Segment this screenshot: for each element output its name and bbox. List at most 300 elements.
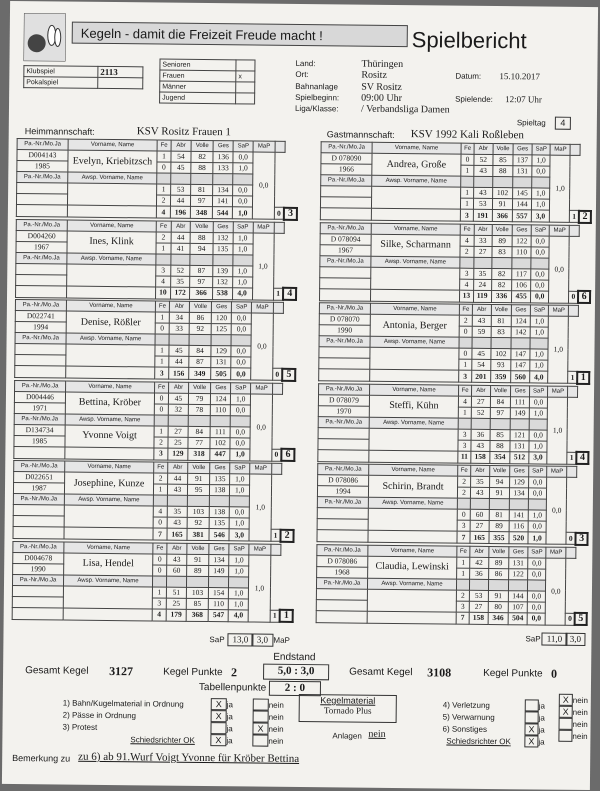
col-header-fe: Fe <box>155 381 169 392</box>
total-spacer <box>319 288 370 301</box>
empty-cell <box>211 335 231 346</box>
player-total: 3 <box>460 209 473 221</box>
lane-value: 3 <box>460 268 474 279</box>
lane-value: 1,0 <box>233 163 253 174</box>
col-header-ges: Ges <box>511 385 530 396</box>
lane-value: 83 <box>492 246 513 257</box>
lane-value: 91 <box>492 199 513 210</box>
lane-value: 1,0 <box>530 327 549 338</box>
player-name: Andrea, Große <box>372 153 461 176</box>
check-5b-nein-box[interactable]: X <box>559 706 573 718</box>
lane-value: 80 <box>488 601 509 612</box>
check-5c-ja-box[interactable]: X <box>524 723 538 735</box>
empty-cell <box>491 257 512 268</box>
pokalspiel-label: Pokalspiel <box>24 77 98 89</box>
lane-value: 2 <box>456 590 469 601</box>
player-name: Lisa, Hendel <box>64 553 153 576</box>
col-header-name: Vorname, Name <box>368 545 457 557</box>
col-header-pass: Pa.-Nr./Mo.Ja <box>319 383 370 395</box>
player-year: 1970 <box>318 405 369 417</box>
lane-value: 87 <box>189 356 212 367</box>
lane-value: 0 <box>459 348 472 359</box>
lane-value: 43 <box>471 440 490 451</box>
lane-value: 0,0 <box>527 568 546 579</box>
total-spacer <box>13 527 64 540</box>
lane-value: 1 <box>152 586 166 597</box>
player-rank: 6 <box>578 291 590 303</box>
lane-value: 81 <box>191 184 214 195</box>
substitute-name <box>371 186 460 209</box>
col-header-pts <box>570 144 580 155</box>
lane-value: 2 <box>154 473 168 484</box>
total-spacer <box>66 366 155 379</box>
check-3-nein: nein <box>268 724 284 734</box>
empty-cell <box>187 495 210 506</box>
player-pass: D004446 <box>14 391 65 403</box>
player-year: 1966 <box>321 164 372 176</box>
empty-cell <box>213 254 233 265</box>
lane-value: 43 <box>470 487 489 498</box>
col-header-pts <box>274 222 284 233</box>
lane-value: 41 <box>171 243 191 254</box>
substitute-name <box>371 267 460 290</box>
lane-value: 120 <box>212 313 232 324</box>
lane-value: 0,0 <box>531 246 550 257</box>
lane-value: 44 <box>170 195 190 206</box>
lane-value: 1 <box>155 312 169 323</box>
col-header-map: MaP <box>251 382 273 393</box>
player-map: 0 <box>569 291 579 303</box>
check-5c-nein-box[interactable] <box>559 718 573 730</box>
col-header-pass: Pa.-Nr./Mo.Ja <box>17 139 68 151</box>
lane-value: 1 <box>153 484 167 495</box>
cat-senioren: Senioren <box>160 59 236 71</box>
player-rank: 5 <box>283 368 296 380</box>
lane-value: 94 <box>489 476 510 487</box>
lane-value: 89 <box>492 235 513 246</box>
bowling-logo-icon <box>23 13 66 61</box>
substitute-year: 1985 <box>14 435 65 447</box>
lane-value: 0,0 <box>229 507 249 518</box>
substitute-name <box>368 508 457 531</box>
lane-value: 1 <box>461 187 474 198</box>
cat-frauen-mark: x <box>236 71 255 82</box>
empty-cell <box>512 257 531 268</box>
player-map: 1 <box>273 288 283 300</box>
lane-value: 45 <box>171 162 191 173</box>
check-1-nein: nein <box>268 700 284 710</box>
col-header-abr: Abr <box>169 301 189 312</box>
home-kegel-punkte: 2 <box>231 665 238 680</box>
lane-value: 91 <box>187 554 210 565</box>
col-header-fe: Fe <box>459 304 472 315</box>
total-spacer <box>12 607 63 620</box>
lane-value: 121 <box>510 429 529 440</box>
kegelmaterial-label: Kegelmaterial <box>320 695 376 706</box>
lane-value: 53 <box>171 184 191 195</box>
lane-value: 91 <box>187 473 210 484</box>
lane-value: 27 <box>474 246 492 257</box>
col-header-pass: Pa.-Nr./Mo.Ja <box>316 577 367 589</box>
lane-value: 52 <box>471 407 490 418</box>
check-5a-ja-box[interactable] <box>525 699 539 711</box>
col-header-pass: Pa.-Nr./Mo.Ja <box>321 142 372 154</box>
col-header-volle: Volle <box>493 144 514 155</box>
player-total: 557 <box>513 210 532 222</box>
empty-cell <box>471 418 490 429</box>
col-header-pass: Pa.-Nr./Mo.Ja <box>317 497 368 509</box>
lane-value: 147 <box>511 360 530 371</box>
substitute-name: Yvonne Voigt <box>65 425 154 448</box>
col-header-map: MaP <box>550 144 570 155</box>
check-3-nein-box[interactable]: X <box>252 723 268 735</box>
check-ref-ja-box[interactable]: X <box>524 735 538 747</box>
lane-value: 1 <box>461 165 474 176</box>
lane-value: 116 <box>509 521 528 532</box>
player-map-sum: 0,0 <box>251 313 273 380</box>
col-header-sap: SaP <box>531 224 550 235</box>
lane-value: 132 <box>213 232 233 243</box>
player-name: Denise, Rößler <box>66 311 155 334</box>
col-header-pts <box>566 547 576 558</box>
player-year: 1994 <box>15 322 66 334</box>
lane-value: 91 <box>489 487 510 498</box>
check-5b-ja-box[interactable] <box>525 711 539 723</box>
col-header-ges: Ges <box>509 546 528 557</box>
empty-cell <box>210 496 230 507</box>
home-gesamt-kegel: 3127 <box>109 664 134 679</box>
lane-value: 32 <box>168 404 188 415</box>
col-header-abr: Abr <box>474 143 493 154</box>
lane-value: 133 <box>213 163 233 174</box>
lane-value: 0 <box>153 564 167 575</box>
check-4-ja: ja <box>226 736 233 746</box>
lane-value: 2 <box>457 487 470 498</box>
lane-value: 1 <box>154 425 168 436</box>
check-ref-label: Schiedsrichter OK <box>446 736 511 747</box>
total-spacer <box>317 530 368 543</box>
check-2-label: 2) Pässe in Ordnung <box>62 710 137 721</box>
home-map-total: 3,0 <box>251 634 273 647</box>
lane-value: 82 <box>491 279 512 290</box>
guest-team: KSV 1992 Kali Roßleben <box>410 128 524 142</box>
player-total: 3,0 <box>531 210 550 222</box>
lane-value: 0,0 <box>530 279 549 290</box>
remark-label: Bemerkung zu <box>12 753 71 764</box>
col-header-fe: Fe <box>458 465 471 476</box>
col-header-sap: SaP <box>528 466 547 477</box>
player-year: 1987 <box>13 483 64 495</box>
player-pass: D 078086 <box>317 555 368 567</box>
player-total: 538 <box>212 287 232 299</box>
lane-value: 27 <box>471 396 490 407</box>
remark-value: zu 6) ab 91.Wurf Voigt Yvonne für Kröber Bettina <box>78 750 300 766</box>
player-map-sum: 0,0 <box>250 393 272 460</box>
col-header-ges: Ges <box>213 221 233 232</box>
home-sap-total: 13,0 <box>227 633 253 646</box>
col-header-abr: Abr <box>169 382 189 393</box>
lane-value: 0,0 <box>527 557 546 568</box>
total-spacer <box>16 205 67 218</box>
lane-value: 1,0 <box>528 510 547 521</box>
check-ref-nein: nein <box>572 731 588 742</box>
check-5a-nein-box[interactable]: X <box>559 694 573 706</box>
col-header-pts <box>570 225 580 236</box>
check-4-nein-box[interactable] <box>252 735 268 747</box>
lane-value: 87 <box>190 265 212 276</box>
lane-value: 142 <box>511 327 530 338</box>
player-year: 1971 <box>14 402 65 414</box>
empty-cell <box>213 174 233 185</box>
player-map: 1 <box>568 371 578 383</box>
col-header-pass: Pa.-Nr./Mo.Ja <box>14 461 65 473</box>
lane-value: 34 <box>169 312 189 323</box>
check-ref-ja: ja <box>538 737 545 747</box>
lane-value: 1,0 <box>531 188 550 199</box>
empty-cell <box>188 415 211 426</box>
col-header-abr: Abr <box>470 546 489 557</box>
empty-cell <box>458 418 471 429</box>
lane-value: 138 <box>210 485 230 496</box>
lane-value: 110 <box>512 246 531 257</box>
lane-value: 4 <box>458 396 471 407</box>
total-spacer <box>316 610 367 623</box>
col-header-pts <box>271 544 281 555</box>
player-map-sum: 0,0 <box>546 558 567 625</box>
substitute-year <box>319 358 370 370</box>
empty-cell <box>511 418 530 429</box>
empty-cell <box>529 418 548 429</box>
player-rank: 1 <box>577 371 589 383</box>
col-header-pts <box>273 302 283 313</box>
home-map-label: MaP <box>273 635 290 645</box>
col-header-fe: Fe <box>460 224 474 235</box>
total-spacer <box>369 450 458 463</box>
empty-cell <box>230 415 250 426</box>
bahn-value: SV Rositz <box>361 81 402 94</box>
check-5a-label: 4) Verletzung <box>442 700 490 711</box>
lane-value: 134 <box>209 554 229 565</box>
empty-cell <box>460 257 474 268</box>
empty-cell <box>527 579 546 590</box>
home-kp-label: Kegel Punkte <box>163 666 223 679</box>
total-spacer <box>319 369 370 382</box>
empty-cell <box>488 579 509 590</box>
col-header-volle: Volle <box>191 140 214 151</box>
player-total: 4,0 <box>529 371 548 383</box>
lane-value: 149 <box>511 407 530 418</box>
player-map-sum: 1,0 <box>550 155 571 222</box>
substitute-pass <box>15 344 66 356</box>
lane-value: 3 <box>156 264 171 275</box>
lane-value: 111 <box>511 396 530 407</box>
cat-frauen: Frauen <box>160 70 236 82</box>
lane-value: 103 <box>187 506 210 517</box>
col-header-fe: Fe <box>154 462 168 473</box>
check-ref-nein-box[interactable] <box>558 730 572 742</box>
check-2-ja-box[interactable]: X <box>211 710 227 722</box>
empty-cell <box>154 414 168 425</box>
col-header-pass: Pa.-Nr./Mo.Ja <box>13 541 64 553</box>
check-1-ja-box[interactable]: X <box>211 698 227 710</box>
anlagen-value: nein <box>368 728 386 740</box>
substitute-name <box>64 505 153 528</box>
col-header-substitute: Awsp. Vorname, Name <box>371 256 460 268</box>
endstand-value: 5,0 : 3,0 <box>263 664 329 681</box>
lane-value: 0,0 <box>532 166 551 177</box>
player-map: 0 <box>272 449 282 461</box>
substitute-pass: D134734 <box>14 424 65 436</box>
lane-value: 2 <box>156 195 170 206</box>
empty-cell <box>231 335 251 346</box>
home-gesamt-label: Gesamt Kegel <box>25 665 89 677</box>
empty-cell <box>169 334 189 345</box>
check-1-nein-box[interactable] <box>253 699 269 711</box>
lane-value: 78 <box>188 404 211 415</box>
player-name: Josephine, Kunze <box>64 472 153 495</box>
col-header-name: Vorname, Name <box>372 142 461 154</box>
check-5a-ja: ja <box>538 701 546 711</box>
player-total: 3 <box>459 370 472 382</box>
player-total: 158 <box>469 612 488 624</box>
home-team: KSV Rositz Frauen 1 <box>136 125 232 139</box>
lane-value: 88 <box>492 166 513 177</box>
lane-value: 1 <box>157 151 171 162</box>
player-name: Claudia, Lewinski <box>368 556 457 579</box>
lane-value: 82 <box>491 268 512 279</box>
col-header-volle: Volle <box>492 224 513 235</box>
empty-cell <box>191 173 214 184</box>
player-map: 0 <box>272 368 282 380</box>
check-1-ja: ja <box>226 700 234 710</box>
home-players <box>12 138 299 624</box>
player-map: 1 <box>271 529 281 541</box>
lane-value: 1 <box>157 184 171 195</box>
lane-value: 88 <box>490 440 511 451</box>
substitute-year <box>318 438 369 450</box>
substitute-year <box>16 194 67 206</box>
lane-value: 0,0 <box>529 429 548 440</box>
substitute-pass <box>17 183 68 195</box>
col-header-substitute: Awsp. Vorname, Name <box>67 253 156 265</box>
col-header-pass: Pa.-Nr./Mo.Ja <box>318 464 369 476</box>
lane-value: 1,0 <box>530 360 549 371</box>
check-3-ja-box[interactable] <box>210 722 226 734</box>
total-spacer <box>16 285 67 298</box>
lane-value: 1,0 <box>233 232 253 243</box>
lane-value: 27 <box>469 601 488 612</box>
total-spacer <box>15 366 66 379</box>
lane-value: 124 <box>512 316 531 327</box>
col-header-abr: Abr <box>474 224 492 235</box>
lane-value: 1,0 <box>229 565 249 576</box>
col-header-pass: Pa.-Nr./Mo.Ja <box>319 336 370 348</box>
substitute-name <box>63 586 152 609</box>
player-name: Ines, Klink <box>67 231 156 254</box>
lane-value: 129 <box>510 477 529 488</box>
col-header-sap: SaP <box>529 385 548 396</box>
player-rank: 4 <box>577 452 589 464</box>
check-3-label: 3) Protest <box>62 722 98 732</box>
player-rank: 5 <box>575 613 587 625</box>
check-2-nein-box[interactable] <box>253 711 269 723</box>
home-player-block <box>13 380 296 462</box>
lane-value: 0,0 <box>529 396 548 407</box>
lane-value: 1,0 <box>529 440 548 451</box>
player-total: 366 <box>190 287 212 299</box>
lane-value: 0,0 <box>531 235 550 246</box>
empty-cell <box>490 418 511 429</box>
guest-player-block <box>318 302 591 384</box>
home-player-block <box>12 540 295 622</box>
col-header-name: Vorname, Name <box>68 139 157 151</box>
substitute-pass <box>318 427 369 439</box>
col-header-abr: Abr <box>167 543 187 554</box>
empty-cell <box>157 173 171 184</box>
col-header-volle: Volle <box>188 462 211 473</box>
lane-value: 59 <box>472 326 491 337</box>
home-label: Heimmannschaft: <box>24 126 95 137</box>
col-header-sap: SaP <box>233 141 253 152</box>
player-year: 1990 <box>13 563 64 575</box>
col-header-sap: SaP <box>233 221 253 232</box>
lane-value: 42 <box>470 557 489 568</box>
empty-cell <box>232 254 252 265</box>
lane-value: 129 <box>211 346 231 357</box>
lane-value: 43 <box>472 315 491 326</box>
substitute-pass <box>16 263 67 275</box>
lane-value: 0,0 <box>231 357 251 368</box>
lane-value: 125 <box>211 324 231 335</box>
check-4-ja-box[interactable]: X <box>210 734 226 746</box>
empty-cell <box>233 174 253 185</box>
empty-cell <box>470 498 489 509</box>
col-header-name: Vorname, Name <box>371 223 460 235</box>
player-year: 1967 <box>16 241 67 253</box>
player-total: 4,0 <box>232 287 252 299</box>
total-spacer <box>67 286 156 299</box>
player-total: 3,0 <box>529 451 548 463</box>
guest-player-block <box>316 544 589 626</box>
player-rank: 1 <box>280 610 293 622</box>
lane-value: 51 <box>166 587 186 598</box>
player-total: 7 <box>457 531 470 543</box>
lane-value: 44 <box>171 232 191 243</box>
guest-map-total: 3,0 <box>565 633 585 646</box>
col-header-substitute: Awsp. Vorname, Name <box>369 417 458 429</box>
player-name: Schirin, Brandt <box>368 475 457 498</box>
check-4-label: Schiedsrichter OK <box>130 735 195 745</box>
player-total: 191 <box>473 209 492 221</box>
player-year: 1994 <box>317 486 368 498</box>
col-header-sap: SaP <box>229 543 249 554</box>
lane-value: 89 <box>488 557 509 568</box>
col-header-ges: Ges <box>210 463 230 474</box>
lane-value: 43 <box>167 517 187 528</box>
lane-value: 54 <box>171 151 191 162</box>
lane-value: 86 <box>488 568 509 579</box>
lane-value: 110 <box>209 598 229 609</box>
lane-value: 60 <box>167 565 187 576</box>
lane-value: 3 <box>456 601 469 612</box>
col-header-substitute: Awsp. Vorname, Name <box>372 175 461 187</box>
col-header-sap: SaP <box>530 305 549 316</box>
empty-cell <box>167 495 187 506</box>
check-5c-ja: ja <box>538 725 545 735</box>
lane-value: 89 <box>489 520 510 531</box>
lane-value: 106 <box>512 279 531 290</box>
player-map: 1 <box>570 210 580 222</box>
